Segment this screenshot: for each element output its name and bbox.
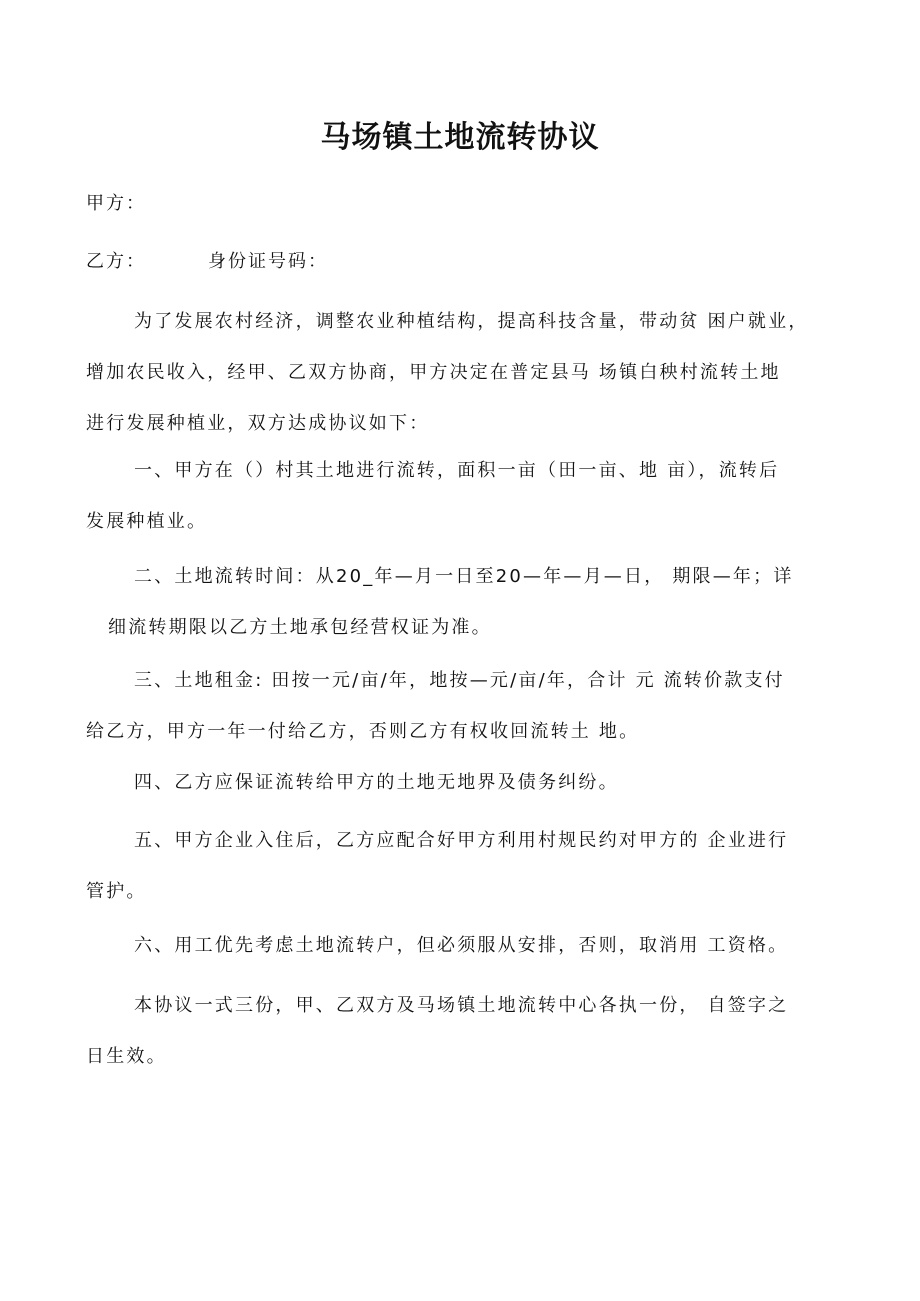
paragraph-line: 管护。 <box>86 881 147 902</box>
paragraph-line: 发展种植业。 <box>86 511 208 532</box>
party-b-row <box>86 248 328 276</box>
paragraph-line: 增加农民收入，经甲、乙双方协商，甲方决定在普定县马 场镇白秧村流转土地 <box>86 362 781 383</box>
paragraph-line: 四、乙方应保证流转给甲方的土地无地界及债务纠纷。 <box>134 772 619 793</box>
clause-4 <box>86 757 838 808</box>
paragraph-line: 三、土地租金: 田按一元/亩/年，地按—元/亩/年，合计 元 流转价款支付 <box>134 670 785 691</box>
party-a-label: 甲方： <box>86 193 146 214</box>
party-b-label: 乙方： <box>86 251 146 272</box>
paragraph-line: 日生效。 <box>86 1046 167 1067</box>
paragraph-line: 为了发展农村经济，调整农业种植结构，提高科技含量，带动贫 困户就业， <box>134 311 809 332</box>
clause-5 <box>86 815 838 917</box>
paragraph-line: 给乙方，甲方一年一付给乙方，否则乙方有权收回流转土 地。 <box>86 721 640 742</box>
closing-paragraph <box>86 980 838 1082</box>
paragraph-line: 一、甲方在（）村其土地进行流转，面积一亩（田一亩、地 亩），流转后 <box>134 460 780 481</box>
clause-3 <box>86 655 838 757</box>
clause-1 <box>86 445 838 547</box>
document-title: 马场镇土地流转协议 <box>320 120 600 155</box>
id-number-label: 身份证号码： <box>208 251 328 272</box>
paragraph-line: 五、甲方企业入住后，乙方应配合好甲方利用村规民约对甲方的 企业进行 <box>134 830 789 851</box>
paragraph-line: 六、用工优先考虑土地流转户，但必须服从安排，否则，取消用 工资格。 <box>134 935 789 956</box>
clause-2 <box>86 551 838 653</box>
paragraph-line: 细流转期限以乙方土地承包经营权证为准。 <box>108 617 492 638</box>
paragraph-intro <box>86 296 838 449</box>
clause-6 <box>86 920 838 971</box>
paragraph-line: 进行发展种植业，双方达成协议如下： <box>86 413 430 434</box>
paragraph-line: 本协议一式三份，甲、乙双方及马场镇土地流转中心各执一份， 自签字之 <box>134 995 789 1016</box>
paragraph-line: 二、土地流转时间：从20_年—月一日至20—年—月—日， 期限—年；详 <box>134 566 794 587</box>
